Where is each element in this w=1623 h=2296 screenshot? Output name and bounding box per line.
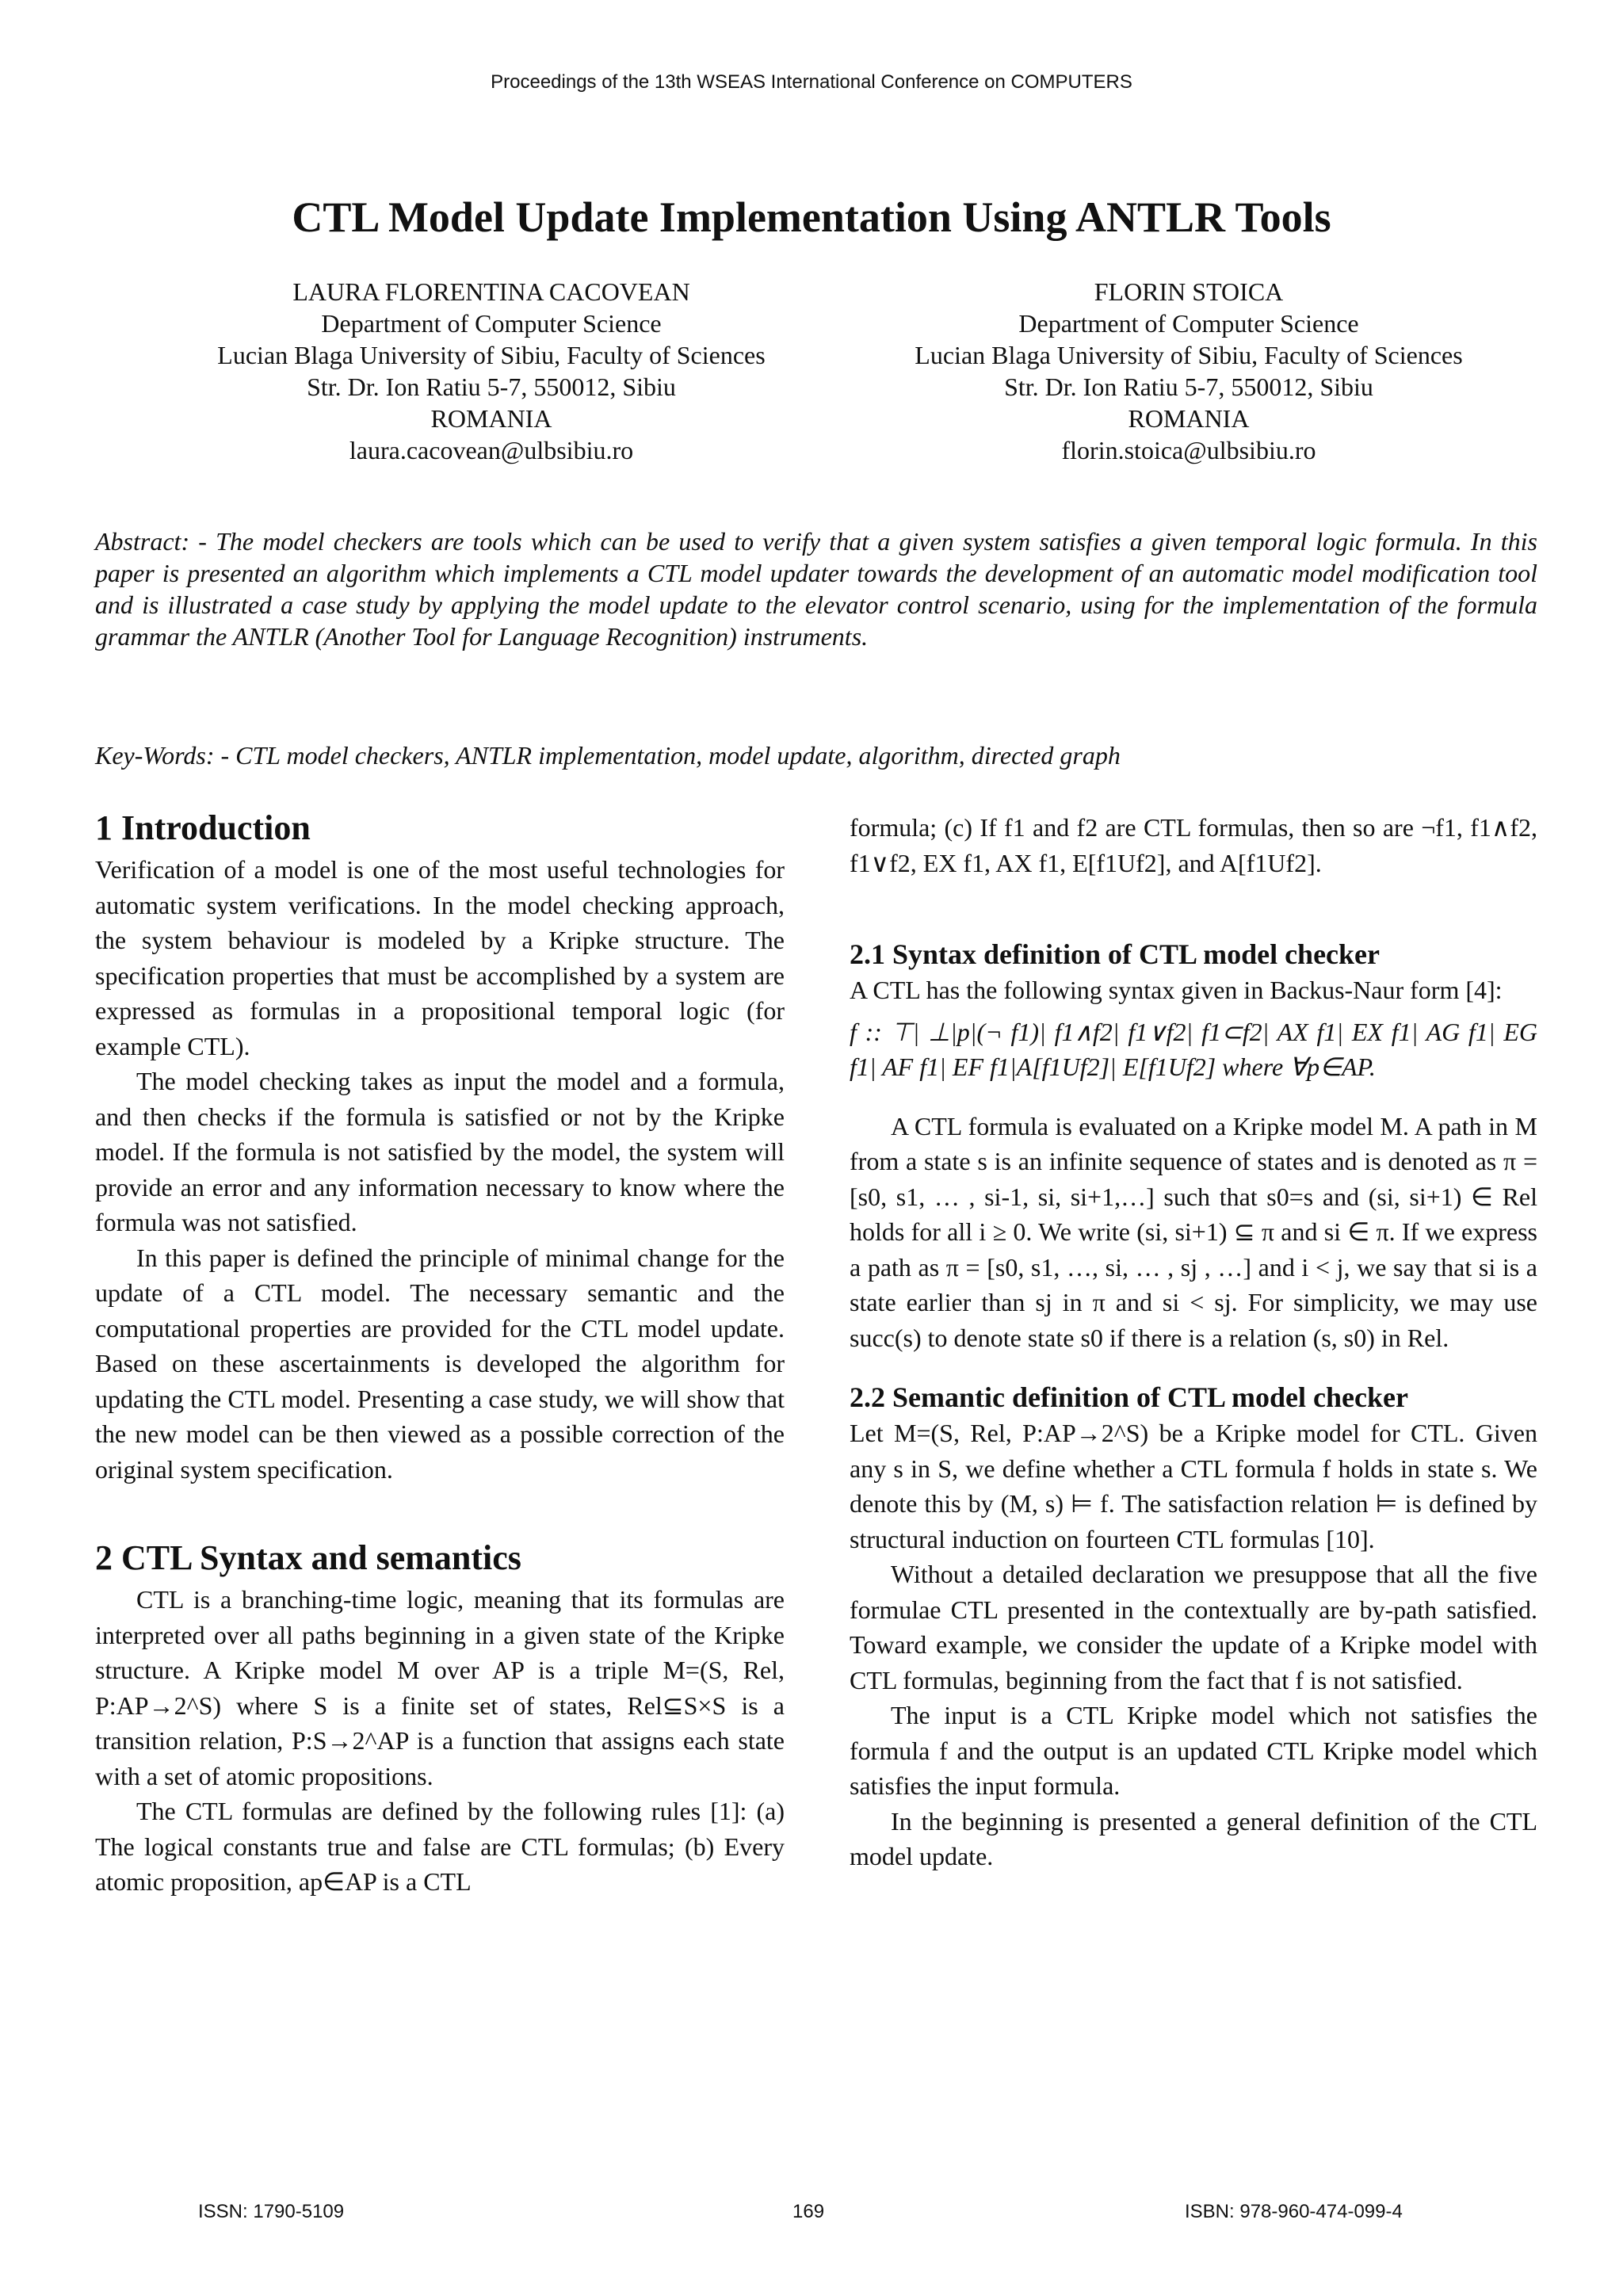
paragraph: Let M=(S, Rel, P:AP→2^S) be a Kripke model for CTL. Given any s in S, we define whether a CTL formula f holds in state s. We denote this by (M, s) ⊨ f. The satisfaction relation ⊨ is defined by structural induction on fourteen CTL formulas [10]. <box>850 1419 1537 1553</box>
paragraph: In the beginning is presented a general definition of the CTL model update. <box>850 1806 1537 1870</box>
paragraph: CTL is a branching-time logic, meaning that its formulas are interpreted over all paths beginning in a given state of the Kripke structure. A Kripke model M over AP is a triple M=(S, Rel, P:AP→2^S) where S is a finite set of states, Rel⊆S×S is a transition relation, P:S→2^AP is a function that assigns each state with a set of atomic propositions. <box>95 1585 785 1790</box>
paragraph: Without a detailed declaration we presuppose that all the five formulae CTL presented in the contextually are by-path satisfied. Toward example, we consider the update of a Kripke model with CTL formulas, beginning from the fact that f is not satisfied. <box>850 1560 1537 1694</box>
paragraph: The input is a CTL Kripke model which not satisfies the formula f and the output is an updated CTL Kripke model which satisfies the input formula. <box>850 1701 1537 1800</box>
subsection-heading-syntax: 2.1 Syntax definition of CTL model checker <box>850 938 1381 970</box>
author-name: LAURA FLORENTINA CACOVEAN <box>292 277 690 306</box>
author-block-1 <box>182 276 800 466</box>
author-block-2 <box>880 276 1498 466</box>
author-address: Str. Dr. Ion Ratiu 5-7, 550012, Sibiu <box>307 372 676 401</box>
left-column <box>95 804 785 1900</box>
author-university: Lucian Blaga University of Sibiu, Faculty of Sciences <box>915 341 1463 369</box>
abstract: Abstract: - The model checkers are tools which can be used to verify that a given system satisfies a given temporal logic formula. In this paper is presented an algorithm which implements a CTL model updater towards the development of an automatic model modification tool and is illustrated a case study by applying the model update to the elevator control scenario, using for the implementation of the formula grammar the ANTLR (Another Tool for Language Recognition) instruments. <box>95 527 1537 651</box>
author-country: ROMANIA <box>430 404 552 433</box>
paragraph: The model checking takes as input the model and a formula, and then checks if the formula is satisfied or not by the Kripke model. If the formula is not satisfied by the model, the system will provide an error and any information necessary to know where the formula was not satisfied. <box>95 1067 785 1236</box>
author-department: Department of Computer Science <box>1018 309 1359 338</box>
bnf-formula: f :: ⊤| ⊥|p|(¬ f1)| f1∧f2| f1∨f2| f1⊂f2| AX f1| EX f1| AG f1| EG f1| AF f1| EF f1|A[f1Uf2]| E[f1Uf2] where ∀p∈AP. <box>850 1017 1537 1081</box>
subsection-heading-semantic: 2.2 Semantic definition of CTL model checker <box>850 1381 1408 1413</box>
author-email: florin.stoica@ulbsibiu.ro <box>1061 436 1316 464</box>
running-head: Proceedings of the 13th WSEAS International Conference on COMPUTERS <box>491 71 1132 93</box>
right-column <box>850 810 1537 1874</box>
paragraph: A CTL has the following syntax given in Backus-Naur form [4]: <box>850 976 1503 1004</box>
paragraph: A CTL formula is evaluated on a Kripke model M. A path in M from a state s is an infinite sequence of states and is denoted as π = [s0, s1, … , si-1, si, si+1,…] such that s0=s and (si, si+1) ∈ Rel holds for all i ≥ 0. We write (si, si+1) ⊆ π and si ∈ π. If we express a path as π = [s0, s1, …, si, … , sj , …] and i < j, we say that si is a state earlier than sj in π and si < sj. For simplicity, we may use succ(s) to denote state s0 if there is a relation (s, s0) in Rel. <box>850 1111 1537 1352</box>
paper-title: CTL Model Update Implementation Using ANTLR Tools <box>292 193 1331 241</box>
author-name: FLORIN STOICA <box>1094 277 1284 306</box>
paragraph: formula; (c) If f1 and f2 are CTL formulas, then so are ¬f1, f1∧f2, f1∨f2, EX f1, AX f1, E[f1Uf2], and A[f1Uf2]. <box>850 813 1537 877</box>
section-heading-introduction: 1 Introduction <box>95 808 311 847</box>
footer-issn: ISSN: 1790-5109 <box>198 2201 345 2222</box>
footer-isbn: ISBN: 978-960-474-099-4 <box>1185 2201 1403 2222</box>
author-university: Lucian Blaga University of Sibiu, Faculty of Sciences <box>217 341 766 369</box>
paragraph: In this paper is defined the principle of minimal change for the update of a CTL model. The necessary semantic and the computational properties are provided for the CTL model update. Based on these ascertainments is developed the algorithm for updating the CTL model. Presenting a case study, we will show that the new model can be then viewed as a possible correction of the original system specification. <box>95 1243 785 1484</box>
paragraph: The CTL formulas are defined by the following rules [1]: (a) The logical constants true and false are CTL formulas; (b) Every atomic proposition, ap∈AP is a CTL <box>95 1797 785 1896</box>
paragraph: Verification of a model is one of the most useful technologies for automatic system verifications. In the model checking approach, the system behaviour is modeled by a Kripke structure. The specification properties that must be accomplished by a system are expressed as formulas in a propositional temporal logic (for example CTL). <box>95 855 785 1060</box>
author-address: Str. Dr. Ion Ratiu 5-7, 550012, Sibiu <box>1004 372 1373 401</box>
author-email: laura.cacovean@ulbsibiu.ro <box>349 436 634 464</box>
author-country: ROMANIA <box>1128 404 1250 433</box>
author-department: Department of Computer Science <box>321 309 662 338</box>
footer-page-number: 169 <box>792 2201 825 2222</box>
keywords: Key-Words: - CTL model checkers, ANTLR implementation, model update, algorithm, directed graph <box>95 741 1121 770</box>
section-heading-ctl-syntax: 2 CTL Syntax and semantics <box>95 1538 521 1577</box>
